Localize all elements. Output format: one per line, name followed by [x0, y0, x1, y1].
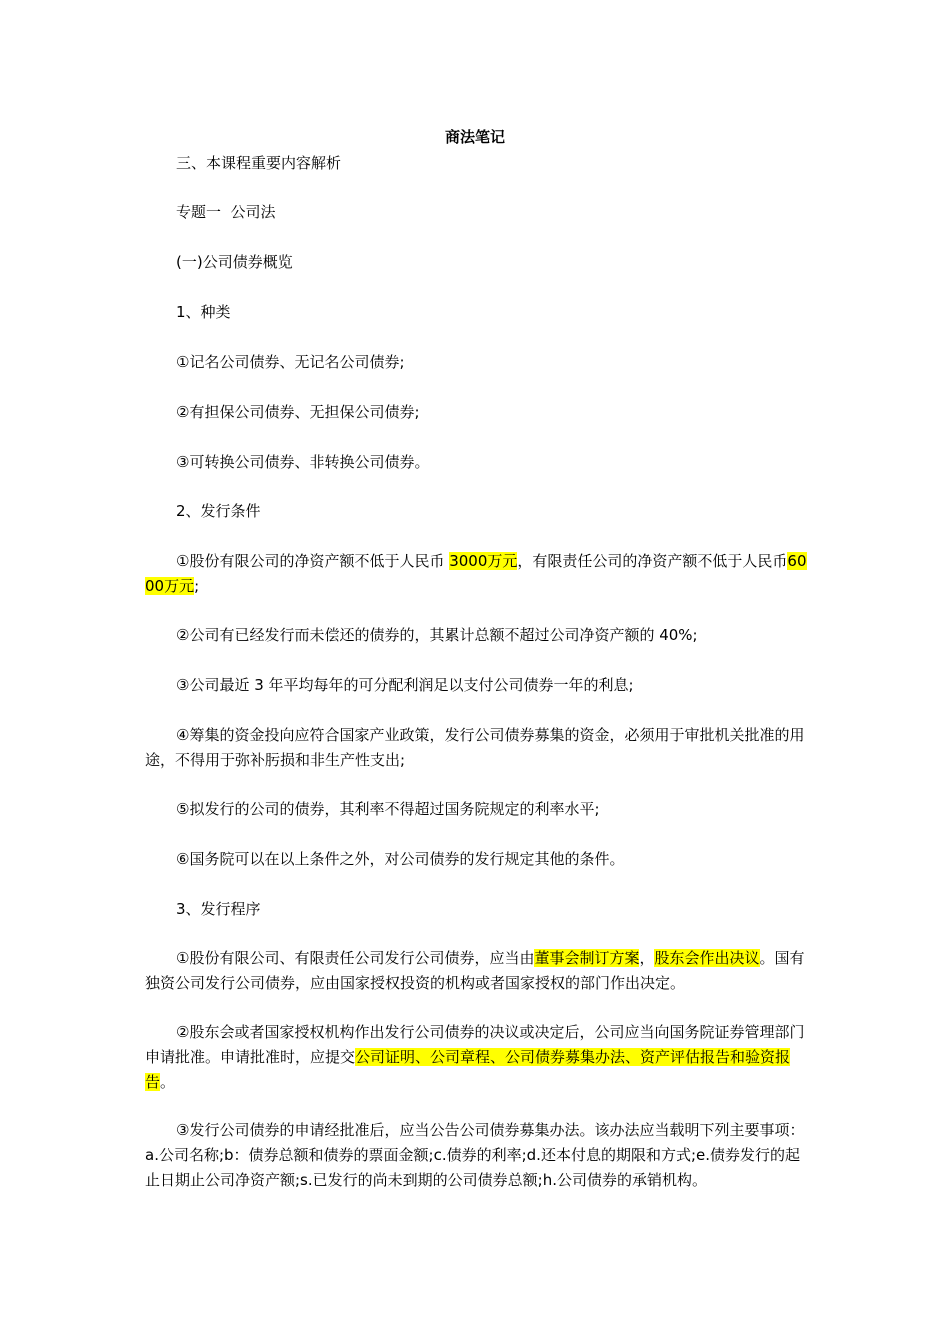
procedure-1-highlight-1: 董事会制订方案 — [534, 949, 640, 967]
condition-item-1 — [145, 549, 810, 599]
procedure-2-text-c: 。 — [160, 1073, 176, 1091]
procedure-2-highlight: 公司证明、公司章程、公司债券募集办法、资产评估报告和验资报告 — [145, 1048, 791, 1091]
condition-item-2: ②公司有已经发行而未偿还的债券的，其累计总额不超过公司净资产额的 40%; — [176, 626, 698, 644]
type-item-2: ②有担保公司债券、无担保公司债券; — [176, 403, 420, 421]
procedure-1-text-a: ①股份有限公司、有限责任公司发行公司债券，应当由 — [176, 949, 535, 967]
type-item-3: ③可转换公司债券、非转换公司债券。 — [176, 453, 430, 471]
condition-1-highlight-2: 6000万元 — [145, 552, 807, 595]
conditions-heading: 2、发行条件 — [176, 502, 261, 520]
procedure-1-highlight-2: 股东会作出决议 — [654, 949, 760, 967]
condition-1-text-c: ; — [194, 577, 200, 595]
condition-item-4: ④筹集的资金投向应符合国家产业政策，发行公司债券募集的资金，必须用于审批机关批准的用途，不得用于弥补肟损和非生产性支出; — [145, 726, 805, 769]
document-title: 商法笔记 — [444, 128, 505, 146]
procedure-2-text-a: ②股东会或者国家授权机构作出发行公司债券的决议或决定后，公司应当向国务院证券管理部门申请批准。申请批准时，应提交 — [145, 1023, 805, 1066]
condition-1-text-a: ①股份有限公司的净资产额不低于人民币 — [176, 552, 450, 570]
procedure-heading: 3、发行程序 — [176, 900, 261, 918]
section-heading: 三、本课程重要内容解析 — [176, 154, 342, 172]
condition-1-text-b: ，有限责任公司的净资产额不低于人民币 — [517, 552, 788, 570]
condition-item-3: ③公司最近 3 年平均每年的可分配利润足以支付公司债券一年的利息; — [176, 676, 634, 694]
topic-heading: 专题一 公司法 — [176, 203, 276, 221]
condition-item-6: ⑥国务院可以在以上条件之外，对公司债券的发行规定其他的条件。 — [176, 850, 625, 868]
procedure-1-text-c: 。国有独资公司发行公司债券，应由国家授权投资的机构或者国家授权的部门作出决定。 — [145, 949, 805, 992]
subsection-heading: (一)公司债券概览 — [176, 253, 293, 271]
procedure-item-2 — [145, 1020, 810, 1095]
procedure-1-text-b: ， — [639, 949, 655, 967]
types-heading: 1、种类 — [176, 303, 231, 321]
procedure-item-1 — [145, 946, 810, 996]
condition-1-highlight-1: 3000万元 — [449, 552, 518, 570]
procedure-item-3: ③发行公司债券的申请经批准后，应当公告公司债券募集办法。该办法应当载明下列主要事项：a.公司名称;b：债券总额和债券的票面金额;c.债券的利率;d.还本付息的期限和方式;e.债券发行的起止日期止公司净资产额;s.已发行的尚未到期的公司债券总额;h.公司债券的承销机构。 — [145, 1121, 805, 1189]
condition-item-5: ⑤拟发行的公司的债券，其利率不得超过国务院规定的利率水平; — [176, 800, 600, 818]
type-item-1: ①记名公司债券、无记名公司债券; — [176, 353, 405, 371]
